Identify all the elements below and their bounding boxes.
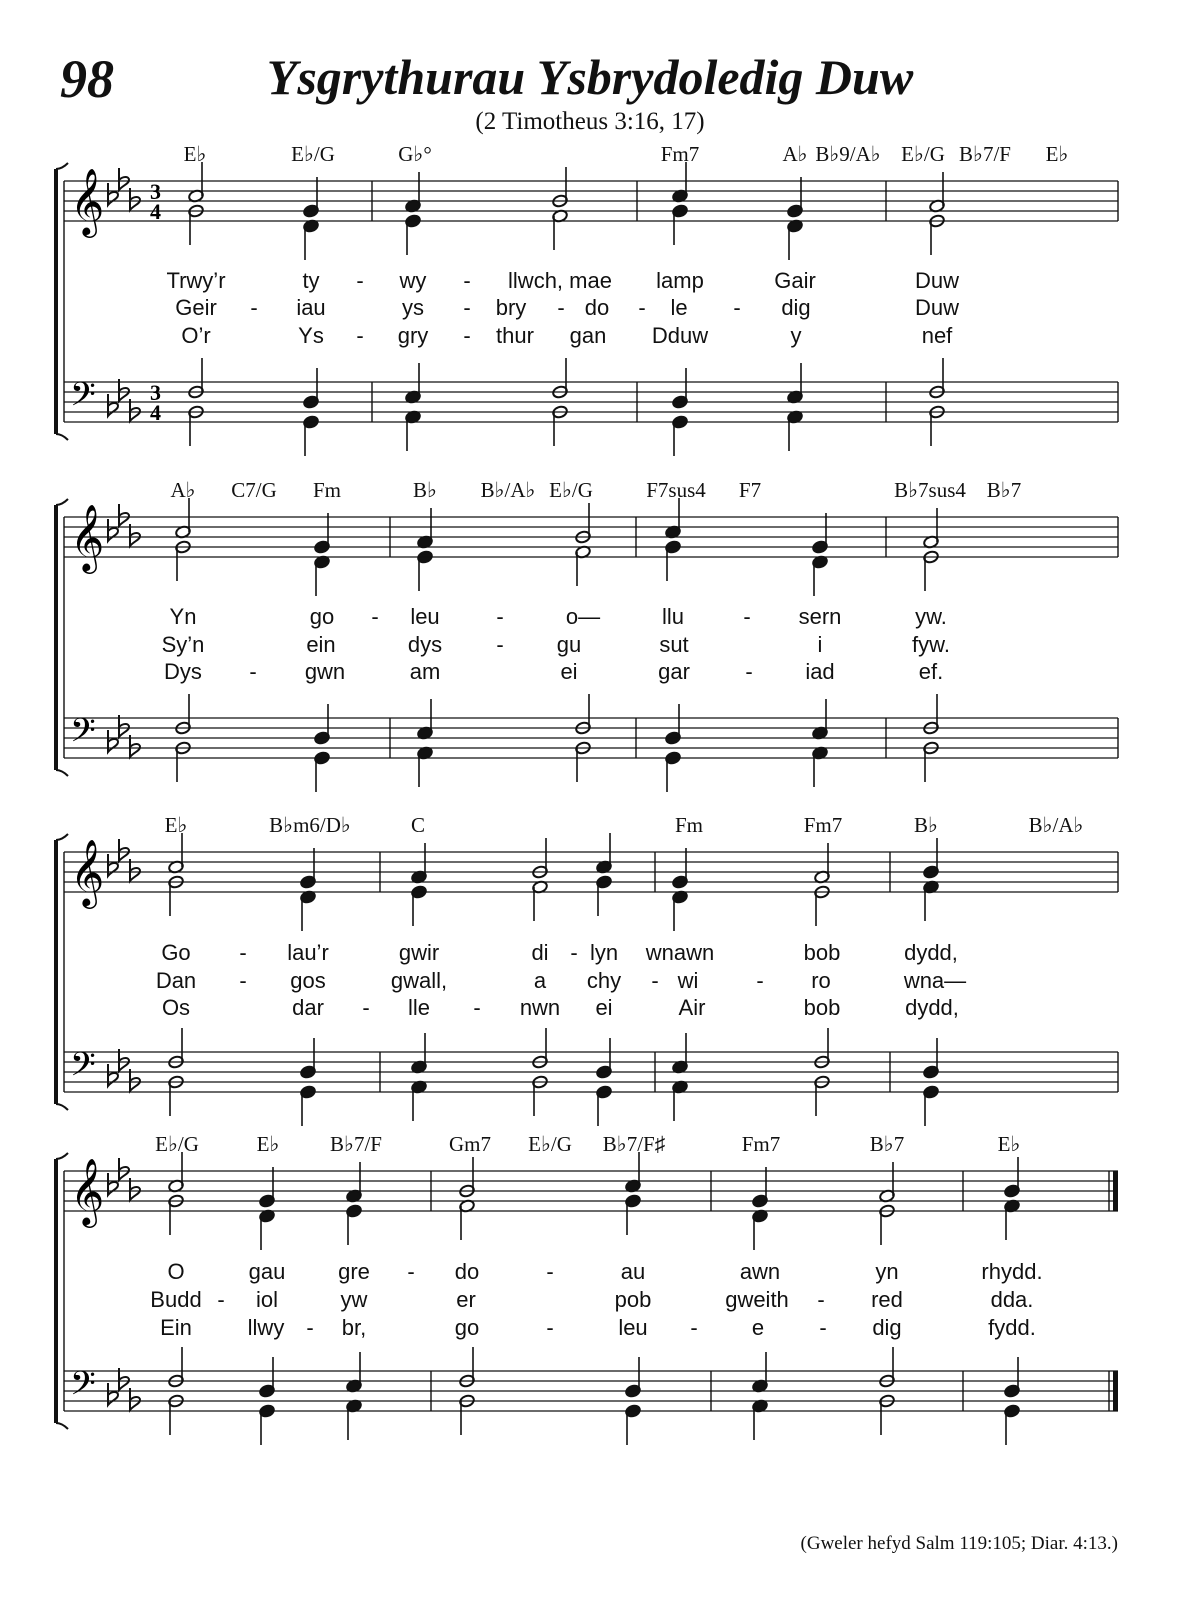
- lyric-syllable: dydd,: [904, 940, 958, 965]
- lyric-hyphen: -: [463, 323, 471, 348]
- chord-symbol: Fm7: [803, 813, 843, 837]
- chord-symbol: B♭/A♭: [480, 478, 536, 502]
- lyric-syllable: ei: [560, 659, 578, 684]
- time-signature-bottom: 4: [150, 400, 161, 425]
- lyric-syllable: ei: [595, 995, 613, 1020]
- chord-symbol: G♭°: [398, 142, 432, 166]
- lyric-syllable: Budd: [150, 1287, 202, 1312]
- lyric-syllable: ys: [402, 295, 424, 320]
- lyric-hyphen: -: [638, 295, 646, 320]
- lyric-syllable: gweith: [725, 1287, 789, 1312]
- lyric-syllable: pob: [614, 1287, 652, 1312]
- chord-symbol: C7/G: [231, 478, 277, 502]
- lyric-hyphen: -: [356, 323, 364, 348]
- lyric-syllable: wnawn: [645, 940, 715, 965]
- lyric-syllable: gau: [248, 1259, 286, 1284]
- chord-symbol: B♭9/A♭: [815, 142, 881, 166]
- lyric-hyphen: -: [371, 604, 379, 629]
- lyric-syllable: dda.: [990, 1287, 1034, 1312]
- bass-staff-2: [64, 712, 1118, 758]
- lyric-syllable: bob: [803, 995, 841, 1020]
- chord-symbol: E♭/G: [549, 478, 593, 502]
- lyric-hyphen: -: [546, 1315, 554, 1340]
- lyric-hyphen: -: [473, 995, 481, 1020]
- lyric-syllable: do: [584, 295, 610, 320]
- lyric-syllable: go: [454, 1315, 480, 1340]
- lyric-syllable: Geir: [175, 295, 217, 320]
- flat-icon: [108, 394, 118, 416]
- lyric-syllable: iau: [296, 295, 326, 320]
- lyric-syllable: O’r: [181, 323, 211, 348]
- chord-symbol: B♭7: [986, 478, 1022, 502]
- bass-staff-4: [64, 1365, 1118, 1411]
- chord-symbol: B♭7/F: [330, 1132, 382, 1156]
- chord-symbol: E♭/G: [528, 1132, 572, 1156]
- lyric-syllable: y: [790, 323, 802, 348]
- lyric-hyphen: -: [690, 1315, 698, 1340]
- lyric-syllable: Air: [678, 995, 706, 1020]
- lyric-syllable: e: [751, 1315, 765, 1340]
- lyric-syllable: ein: [306, 632, 336, 657]
- lyric-hyphen: -: [250, 295, 258, 320]
- treble-staff-2: [64, 503, 1118, 574]
- lyric-syllable: Os: [161, 995, 191, 1020]
- chord-symbol: Fm: [674, 813, 704, 837]
- lyric-syllable: go: [309, 604, 335, 629]
- lyric-hyphen: -: [733, 295, 741, 320]
- lyric-hyphen: -: [249, 659, 257, 684]
- lyric-syllable: leu: [410, 604, 440, 629]
- chord-symbol: Fm: [312, 478, 342, 502]
- lyric-hyphen: -: [496, 632, 504, 657]
- lyric-hyphen: -: [817, 1287, 825, 1312]
- system-4: [56, 1132, 1118, 1445]
- chord-symbol: Fm7: [660, 142, 700, 166]
- lyric-syllable: Go: [161, 940, 191, 965]
- lyric-syllable: fyw.: [912, 632, 950, 657]
- lyric-syllable: dig: [872, 1315, 902, 1340]
- lyric-syllable: lau’r: [287, 940, 329, 965]
- bass-clef-icon: 𝄢: [70, 1365, 96, 1411]
- lyric-syllable: lyn: [589, 940, 619, 965]
- chord-symbol: C: [410, 813, 426, 837]
- lyric-hyphen: -: [306, 1315, 314, 1340]
- lyric-syllable: ef.: [918, 659, 944, 684]
- flat-icon: [108, 1064, 118, 1086]
- chord-symbol: B♭7sus4: [894, 478, 966, 502]
- lyric-syllable: chy: [586, 968, 622, 993]
- lyric-syllable: wi: [677, 968, 699, 993]
- chord-symbol: A♭: [170, 478, 196, 502]
- lyric-hyphen: -: [239, 940, 247, 965]
- lyric-syllable: llwch, mae: [508, 268, 612, 293]
- lyric-syllable: nwn: [519, 995, 561, 1020]
- lyric-syllable: gwall,: [390, 968, 448, 993]
- lyric-syllable: Ein: [160, 1315, 192, 1340]
- lyric-syllable: Ys: [298, 323, 324, 348]
- chord-symbol: E♭: [164, 813, 188, 837]
- flat-icon: [108, 854, 118, 876]
- lyric-syllable: di: [531, 940, 549, 965]
- lyric-syllable: yw.: [915, 604, 947, 629]
- lyric-syllable: lle: [407, 995, 431, 1020]
- chord-symbol: E♭/G: [155, 1132, 199, 1156]
- lyric-syllable: dar: [292, 995, 324, 1020]
- lyric-hyphen: -: [239, 968, 247, 993]
- time-signature-bottom: 4: [150, 199, 161, 224]
- lyric-syllable: sern: [798, 604, 842, 629]
- footnote: (Gweler hefyd Salm 119:105; Diar. 4:13.): [800, 1533, 1118, 1554]
- lyric-syllable: llu: [661, 604, 685, 629]
- lyric-syllable: gwir: [398, 940, 440, 965]
- lyric-syllable: thur: [496, 323, 534, 348]
- chord-symbol: F7: [738, 478, 762, 502]
- lyric-hyphen: -: [756, 968, 764, 993]
- chord-symbol: Gm7: [449, 1132, 491, 1156]
- chord-symbol: E♭: [997, 1132, 1021, 1156]
- flat-icon: [108, 730, 118, 752]
- bass-clef-icon: 𝄢: [70, 712, 96, 758]
- system-2: [56, 478, 1118, 792]
- lyric-syllable: br,: [341, 1315, 367, 1340]
- lyric-syllable: sut: [659, 632, 689, 657]
- lyric-syllable: le: [670, 295, 688, 320]
- lyric-syllable: er: [456, 1287, 476, 1312]
- lyric-syllable: au: [620, 1259, 646, 1284]
- flat-icon: [108, 183, 118, 205]
- lyric-syllable: dys: [407, 632, 443, 657]
- lyric-syllable: gan: [569, 323, 607, 348]
- lyric-syllable: gar: [658, 659, 690, 684]
- flat-icon: [119, 839, 129, 861]
- chord-symbol: B♭7/F: [959, 142, 1011, 166]
- lyric-syllable: Dys: [164, 659, 202, 684]
- flat-icon: [108, 1383, 118, 1405]
- chord-symbol: B♭7: [869, 1132, 905, 1156]
- lyric-syllable: red: [871, 1287, 903, 1312]
- lyric-syllable: Dan: [155, 968, 197, 993]
- lyric-syllable: bob: [803, 940, 841, 965]
- lyric-syllable: O: [167, 1259, 185, 1284]
- lyric-syllable: dydd,: [905, 995, 959, 1020]
- lyric-syllable: gwn: [304, 659, 346, 684]
- scripture-reference: (2 Timotheus 3:16, 17): [475, 108, 705, 135]
- lyric-hyphen: -: [217, 1287, 225, 1312]
- lyric-syllable: iol: [255, 1287, 279, 1312]
- lyric-syllable: yn: [875, 1259, 899, 1284]
- bass-clef-icon: 𝄢: [70, 376, 96, 422]
- lyric-syllable: i: [817, 632, 823, 657]
- chord-symbol: E♭/G: [901, 142, 945, 166]
- flat-icon: [108, 1173, 118, 1195]
- flat-icon: [119, 1158, 129, 1180]
- treble-clef-icon: 𝄞: [70, 1157, 105, 1225]
- lyric-syllable: fydd.: [988, 1315, 1036, 1340]
- chord-symbol: Fm7: [741, 1132, 781, 1156]
- lyric-hyphen: -: [362, 995, 370, 1020]
- lyric-syllable: gos: [290, 968, 326, 993]
- treble-staff-3: [64, 838, 1118, 909]
- chord-symbol: E♭: [256, 1132, 280, 1156]
- lyric-hyphen: -: [463, 295, 471, 320]
- flat-icon: [108, 519, 118, 541]
- lyric-hyphen: -: [745, 659, 753, 684]
- lyric-syllable: leu: [618, 1315, 648, 1340]
- system-3: [56, 813, 1118, 1126]
- chord-symbol: E♭/G: [291, 142, 335, 166]
- chord-symbol: A♭: [782, 142, 808, 166]
- lyric-syllable: bry: [495, 295, 527, 320]
- lyric-syllable: dig: [781, 295, 811, 320]
- chord-symbol: B♭: [413, 478, 437, 502]
- chord-symbol: E♭: [183, 142, 207, 166]
- treble-clef-icon: 𝄞: [70, 167, 105, 235]
- chord-symbol: F7sus4: [646, 478, 706, 502]
- system-1: [56, 142, 1118, 456]
- chord-symbol: B♭/A♭: [1028, 813, 1084, 837]
- lyric-syllable: ro: [811, 968, 831, 993]
- lyric-syllable: yw: [340, 1287, 368, 1312]
- bass-clef-icon: 𝄢: [70, 1046, 96, 1092]
- time-signature-top: 3: [150, 380, 161, 405]
- treble-staff-4: [64, 1157, 1118, 1228]
- bass-staff-1: [64, 376, 1118, 425]
- lyric-syllable: Duw: [914, 295, 960, 320]
- chord-symbol: E♭: [1045, 142, 1069, 166]
- lyric-syllable: wna—: [903, 968, 967, 993]
- lyric-syllable: gre: [338, 1259, 370, 1284]
- lyric-syllable: llwy: [247, 1315, 285, 1340]
- lyric-syllable: ty: [302, 268, 320, 293]
- lyric-hyphen: -: [407, 1259, 415, 1284]
- lyric-syllable: wy: [399, 268, 427, 293]
- time-signature-top: 3: [150, 179, 161, 204]
- lyric-syllable: nef: [921, 323, 953, 348]
- flat-icon: [119, 168, 129, 190]
- lyric-hyphen: -: [356, 268, 364, 293]
- lyric-syllable: Duw: [914, 268, 960, 293]
- lyric-hyphen: -: [496, 604, 504, 629]
- lyric-syllable: o—: [565, 604, 601, 629]
- lyric-syllable: gu: [556, 632, 582, 657]
- lyric-hyphen: -: [463, 268, 471, 293]
- lyric-syllable: Sy’n: [161, 632, 205, 657]
- lyric-hyphen: -: [819, 1315, 827, 1340]
- chord-symbol: B♭: [914, 813, 938, 837]
- hymn-number: 98: [60, 49, 114, 109]
- lyric-syllable: Yn: [169, 604, 197, 629]
- lyric-syllable: gry: [397, 323, 429, 348]
- lyric-syllable: iad: [805, 659, 835, 684]
- lyric-hyphen: -: [546, 1259, 554, 1284]
- lyric-syllable: Trwy’r: [166, 268, 226, 293]
- treble-clef-icon: 𝄞: [70, 838, 105, 906]
- lyric-hyphen: -: [570, 940, 578, 965]
- lyric-syllable: awn: [739, 1259, 781, 1284]
- lyric-syllable: Gair: [774, 268, 816, 293]
- lyric-hyphen: -: [743, 604, 751, 629]
- lyric-syllable: Dduw: [651, 323, 709, 348]
- bass-staff-3: [64, 1046, 1118, 1092]
- lyric-syllable: am: [409, 659, 441, 684]
- lyric-syllable: rhydd.: [981, 1259, 1043, 1284]
- chord-symbol: B♭m6/D♭: [269, 813, 351, 837]
- lyric-syllable: do: [454, 1259, 480, 1284]
- treble-clef-icon: 𝄞: [70, 503, 105, 571]
- chord-symbol: B♭7/F♯: [602, 1132, 666, 1156]
- lyric-hyphen: -: [651, 968, 659, 993]
- lyric-syllable: a: [533, 968, 547, 993]
- lyric-syllable: lamp: [656, 268, 704, 293]
- hymn-title: Ysgrythurau Ysbrydoledig Duw: [266, 49, 914, 105]
- treble-staff-1: [64, 167, 1118, 238]
- lyric-hyphen: -: [557, 295, 565, 320]
- flat-icon: [119, 504, 129, 526]
